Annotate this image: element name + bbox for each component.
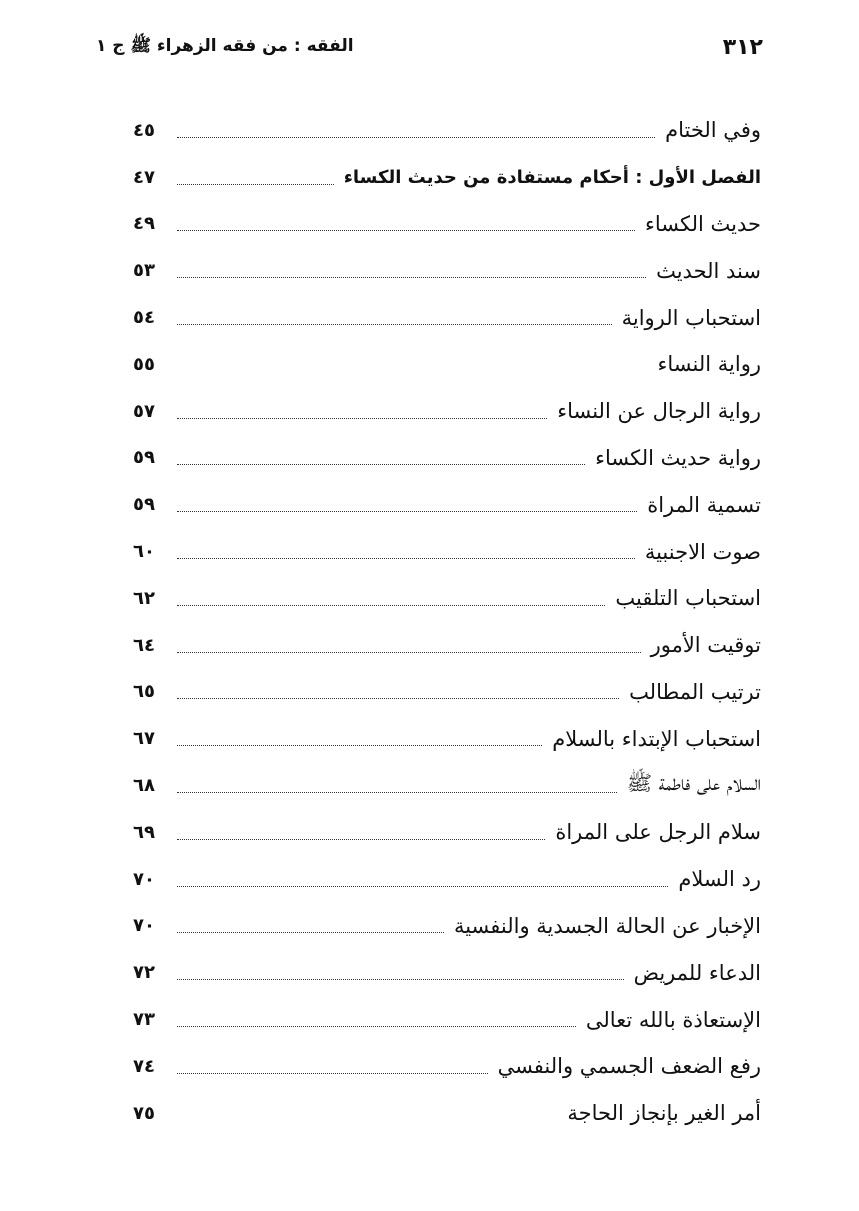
dot-leader <box>177 886 668 887</box>
dot-leader <box>177 464 585 465</box>
dot-leader <box>177 745 542 746</box>
toc-entry-title: توقيت الأمور <box>650 633 761 658</box>
toc-entry-title: استحباب الإبتداء بالسلام <box>552 726 761 751</box>
toc-entry <box>133 154 761 201</box>
toc-entry-page-number: ٦٠ <box>133 541 155 563</box>
toc-entry-title: الإستعاذة بالله تعالى <box>585 1007 761 1032</box>
toc-entry-title: الإخبار عن الحالة الجسدية والنفسية <box>453 913 761 938</box>
dot-leader <box>177 137 655 138</box>
toc-entry-page-number: ٧٠ <box>133 915 155 937</box>
toc-entry <box>133 528 761 575</box>
toc-entry-title: استحباب التلقيب <box>615 586 761 611</box>
toc-entry-title: رواية الرجال عن النساء <box>557 399 761 424</box>
dot-leader <box>177 511 637 512</box>
toc-entry <box>133 1043 761 1090</box>
toc-entry <box>133 435 761 482</box>
toc-entry <box>133 107 761 154</box>
toc-entry-page-number: ٦٨ <box>133 775 155 797</box>
toc-entry-page-number: ٧٤ <box>133 1055 155 1077</box>
dot-leader <box>177 792 617 793</box>
dot-leader <box>177 184 334 185</box>
running-title: الفقه : من فقه الزهراء ﷺ ج ١ <box>96 35 354 56</box>
toc-entry-page-number: ٤٩ <box>133 213 155 235</box>
toc-entry <box>133 201 761 248</box>
toc-entry-page-number: ٧٣ <box>133 1009 155 1031</box>
toc-entry-title: أمر الغير بإنجاز الحاجة <box>567 1101 761 1126</box>
toc-entry <box>133 388 761 435</box>
dot-leader <box>177 230 635 231</box>
dot-leader <box>177 605 605 606</box>
dot-leader <box>177 839 545 840</box>
toc-entry-title: السلام على فاطمة ﷺ <box>626 771 761 796</box>
toc-entry-page-number: ٧٢ <box>133 962 155 984</box>
toc-entry <box>133 341 761 388</box>
toc-entry-title: الدعاء للمريض <box>633 960 761 985</box>
toc-entry-page-number: ٥٩ <box>133 447 155 469</box>
toc-entry <box>133 809 761 856</box>
toc-entry-title: الفصل الأول : أحكام مستفادة من حديث الكساء <box>343 166 761 188</box>
dot-leader <box>177 418 547 419</box>
toc-entry-page-number: ٥٥ <box>133 353 155 375</box>
toc-entry-page-number: ٥٩ <box>133 494 155 516</box>
dot-leader <box>177 698 619 699</box>
toc-entry <box>133 247 761 294</box>
toc-entry-page-number: ٧٥ <box>133 1102 155 1124</box>
toc-entry-page-number: ٦٥ <box>133 681 155 703</box>
dot-leader <box>177 1026 576 1027</box>
toc-entry-title: رد السلام <box>678 867 761 892</box>
toc-entry-title: سلام الرجل على المراة <box>555 820 761 845</box>
toc-entry <box>133 903 761 950</box>
toc-entry <box>133 949 761 996</box>
toc-entry-page-number: ٤٧ <box>133 166 155 188</box>
dot-leader <box>177 324 612 325</box>
toc-entry-title: سند الحديث <box>656 258 761 283</box>
toc-entry <box>133 481 761 528</box>
toc-entry-page-number: ٦٧ <box>133 728 155 750</box>
dot-leader <box>177 558 635 559</box>
dot-leader <box>177 932 444 933</box>
toc-entry <box>133 575 761 622</box>
toc-entry-title: استحباب الرواية <box>621 305 761 330</box>
toc-entry <box>133 669 761 716</box>
toc-entry <box>133 715 761 762</box>
toc-entry <box>133 996 761 1043</box>
toc-entry-page-number: ٧٠ <box>133 868 155 890</box>
toc-entry-page-number: ٥٧ <box>133 400 155 422</box>
toc-entry-title: رفع الضعف الجسمي والنفسي <box>497 1054 761 1079</box>
toc-entry <box>133 856 761 903</box>
dot-leader <box>177 979 624 980</box>
dot-leader <box>177 277 646 278</box>
toc-entry-page-number: ٥٣ <box>133 260 155 282</box>
toc-entry-page-number: ٦٩ <box>133 821 155 843</box>
toc-entry-title: رواية النساء <box>657 352 761 377</box>
toc-entry <box>133 1090 761 1137</box>
toc-entry-page-number: ٦٤ <box>133 634 155 656</box>
page-header <box>96 33 763 61</box>
toc-entry <box>133 294 761 341</box>
table-of-contents <box>133 107 761 1137</box>
toc-entry-title: ترتيب المطالب <box>629 679 761 704</box>
toc-entry-title: حديث الكساء <box>645 211 761 236</box>
toc-entry-title: رواية حديث الكساء <box>595 445 761 470</box>
toc-entry <box>133 762 761 809</box>
toc-entry-title: صوت الاجنبية <box>644 539 761 564</box>
toc-entry-title: تسمية المراة <box>647 492 761 517</box>
toc-entry-page-number: ٦٢ <box>133 587 155 609</box>
dot-leader <box>177 652 641 653</box>
page-number: ٣١٢ <box>722 34 763 60</box>
toc-entry-title: وفي الختام <box>665 118 761 143</box>
toc-entry <box>133 622 761 669</box>
toc-entry-page-number: ٤٥ <box>133 119 155 141</box>
toc-entry-page-number: ٥٤ <box>133 307 155 329</box>
dot-leader <box>177 1073 488 1074</box>
